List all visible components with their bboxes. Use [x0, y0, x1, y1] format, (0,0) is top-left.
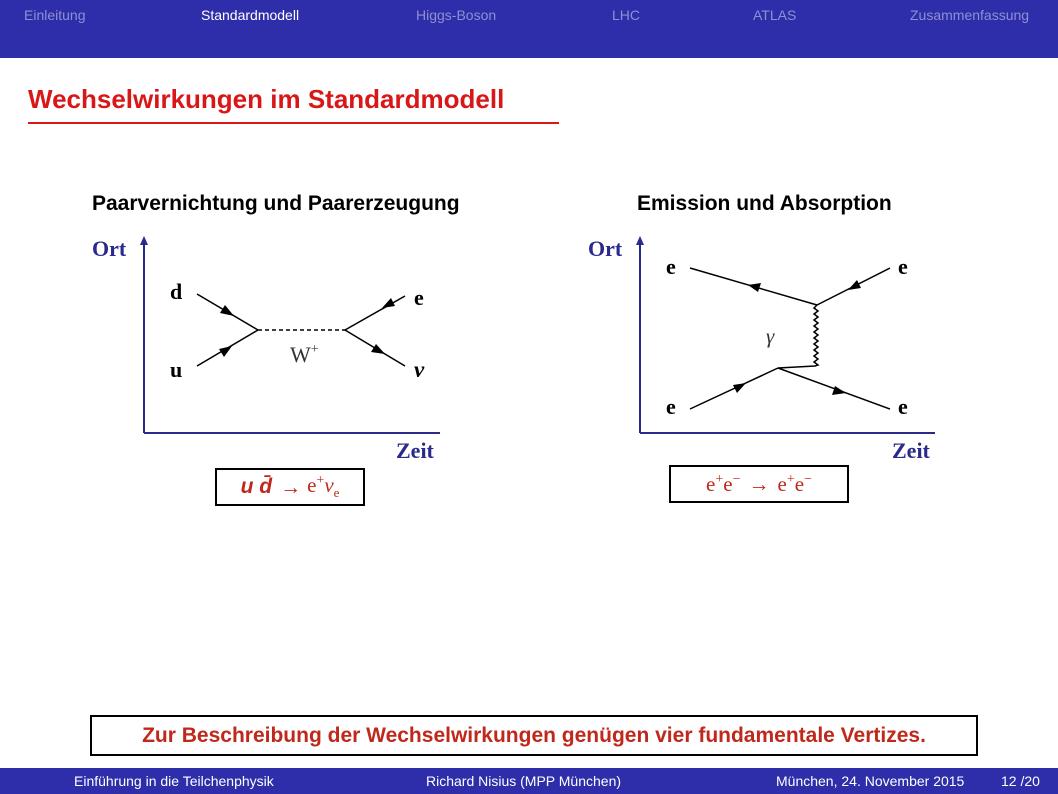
reaction-arrow: → [280, 474, 302, 499]
bottom-left-electron-line [690, 368, 778, 409]
bottom-right-electron-arrow [832, 386, 846, 395]
neutrino-label: ν [414, 357, 425, 382]
reaction-lhs: u d̄ [240, 475, 273, 498]
nav-item-zusammenfassung[interactable]: Zusammenfassung [910, 7, 1030, 23]
reaction-arrow: → [748, 471, 770, 496]
footer-course: Einführung in die Teilchenphysik [74, 773, 274, 789]
nav-item-atlas[interactable]: ATLAS [753, 7, 797, 23]
left-reaction-box [215, 468, 365, 506]
neutrino-arrow [371, 344, 385, 354]
photon-propagator [778, 305, 818, 368]
electron-label-top-right: e [898, 254, 908, 279]
bottom-right-electron-line [778, 368, 890, 409]
footer-author: Richard Nisius (MPP München) [426, 773, 622, 789]
right-x-axis-label: Zeit [892, 438, 930, 463]
u-quark-label: u [170, 357, 183, 382]
left-panel-heading: Paarvernichtung und Paarerzeugung [92, 192, 460, 215]
d-quark-arrow [220, 305, 234, 316]
electron-label-bottom-right: e [898, 394, 908, 419]
right-panel-heading: Emission und Absorption [637, 192, 892, 215]
right-reaction-box [669, 465, 849, 503]
electron-label-bottom-left: e [666, 394, 676, 419]
nav-item-lhc[interactable]: LHC [612, 7, 641, 23]
d-quark-label: d [170, 279, 183, 304]
electron-label: e [414, 285, 424, 310]
nav-item-higgs-boson[interactable]: Higgs-Boson [416, 7, 497, 23]
positron-line [345, 296, 405, 330]
positron-arrow [382, 298, 395, 308]
photon-label: γ [766, 324, 775, 348]
electron-label-top-left: e [666, 254, 676, 279]
left-diagram [92, 236, 440, 463]
reaction-initial-state: e+e− [706, 471, 741, 496]
footer-date: München, 24. November 2015 [776, 773, 965, 789]
summary-statement: Zur Beschreibung der Wechselwirkungen genügen vier fundamentale Vertizes. [90, 715, 978, 756]
bottom-left-electron-arrow [733, 383, 746, 393]
slide-title: Wechselwirkungen im Standardmodell [28, 84, 505, 114]
top-left-electron-arrow [748, 283, 761, 292]
nav-item-standardmodell[interactable]: Standardmodell [201, 7, 300, 23]
footer-page-number: 12 /20 [1001, 773, 1040, 789]
top-right-electron-arrow [848, 280, 861, 290]
left-x-axis-label: Zeit [396, 438, 434, 463]
nav-item-einleitung[interactable]: Einleitung [24, 7, 86, 23]
right-y-axis-label: Ort [588, 236, 623, 261]
right-diagram [588, 236, 935, 463]
u-quark-arrow [219, 346, 232, 357]
reaction-final-state: e+e− [777, 471, 812, 496]
left-y-axis-label: Ort [92, 236, 127, 261]
w-boson-label: W+ [290, 342, 319, 367]
reaction-rhs: $e^+\nu_e$ [307, 472, 340, 501]
